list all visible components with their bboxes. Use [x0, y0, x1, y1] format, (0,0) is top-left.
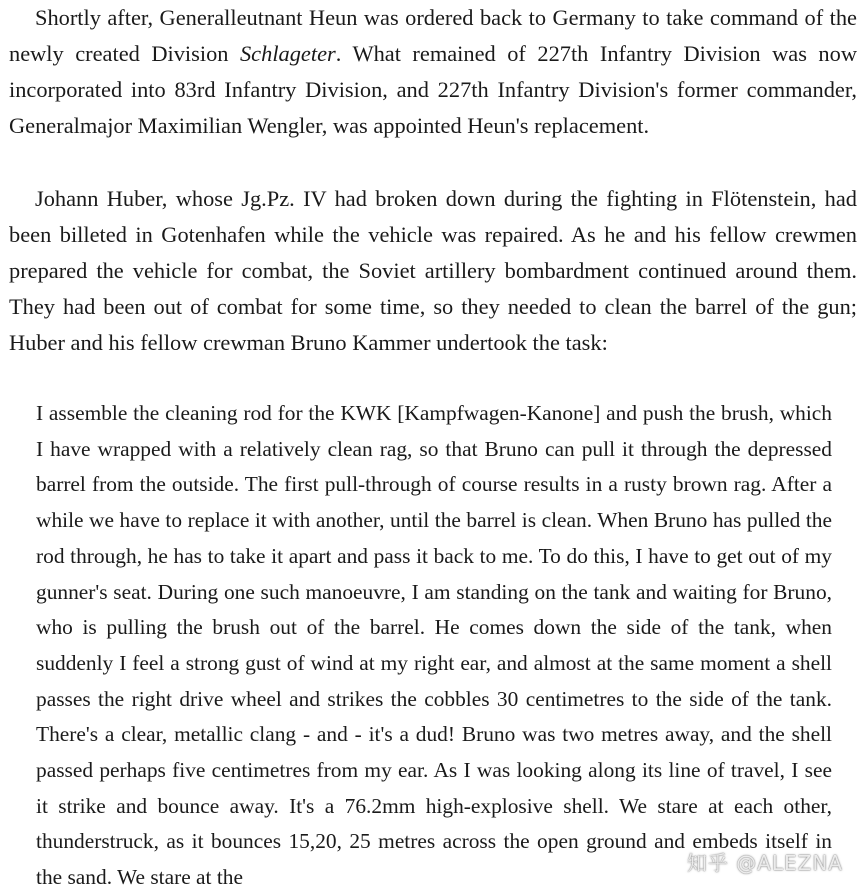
paragraph-text-start: Shortly after, Generalleutnant Heun was ordered back to Germany to take command of the newly created Division [9, 5, 857, 66]
block-quote-huber: I assemble the cleaning rod for the KWK [Kampfwagen-Kanone] and push the brush, which I have wrapped with a relatively clean rag, so that Bruno can pull it through the depressed barrel from the outside. The first pull-through of course results in a rusty brown rag. After a while we have to replace it with another, until the barrel is clean. When Bruno has pulled the rod through, he has to take it apart and pass it back to me. To do this, I have to get out of my gunner's seat. During one such manoeuvre, I am standing on the tank and waiting for Bruno, who is pulling the brush out of the barrel. He comes down the side of the tank, when suddenly I feel a strong gust of wind at my right ear, and almost at the same moment a shell passes the right drive wheel and strikes the cobbles 30 centimetres to the side of the tank. There's a clear, metallic clang - and - it's a dud! Bruno was two metres away, and the shell passed perhaps five centimetres from my ear. As I was looking along its line of travel, I see it strike and bounce away. It's a 76.2mm high-explosive shell. We stare at each other, thunderstruck, as it bounces 15,20, 25 metres across the open ground and embeds itself in the sand. We stare at the [36, 401, 832, 890]
division-name-italic: Schlageter [239, 41, 336, 66]
paragraph-heun-replacement [9, 0, 857, 144]
paragraph-huber-intro: Johann Huber, whose Jg.Pz. IV had broken down during the fighting in Flötenstein, had been billeted in Gotenhafen while the vehicle was repaired. As he and his fellow crewmen prepared the vehicle for combat, the Soviet artillery bombardment continued around them. They had been out of combat for some time, so they needed to clean the barrel of the gun; Huber and his fellow crewman Bruno Kammer undertook the task: [9, 186, 857, 355]
paragraph-text-end: . What remained of 227th Infantry Division was now incorporated into 83rd Infantry Division, and 227th Infantry Division's former commander, Generalmajor Maximilian Wengler, was appointed Heun's replacement. [9, 41, 857, 138]
zhihu-watermark: 知乎 @ALEZNA [686, 851, 843, 875]
